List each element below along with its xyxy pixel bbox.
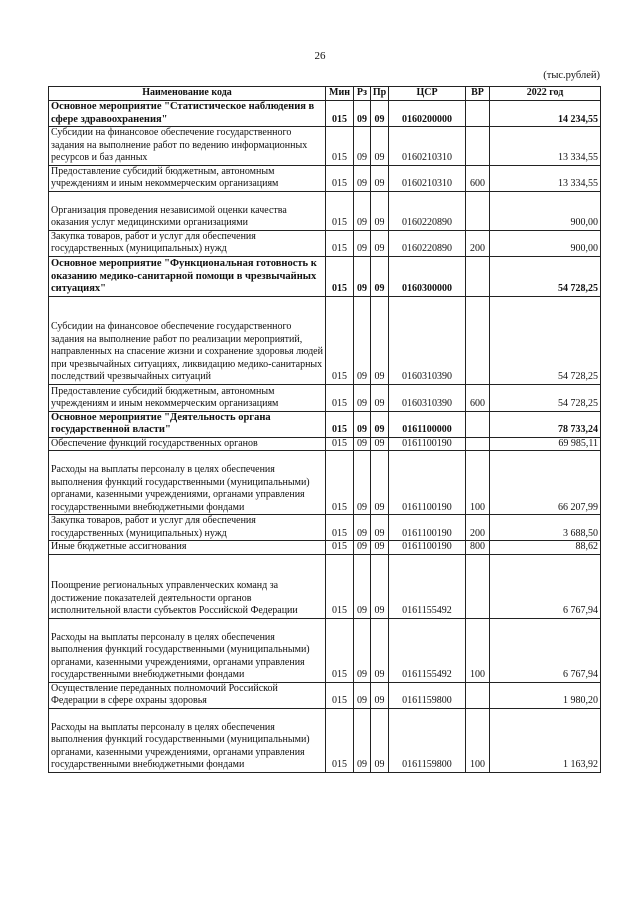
row-pr: 09 xyxy=(371,515,389,541)
row-amount: 66 207,99 xyxy=(490,451,601,515)
table-row xyxy=(49,256,601,296)
row-rz: 09 xyxy=(354,296,371,384)
header-pr: Пр xyxy=(371,87,389,101)
row-name: Расходы на выплаты персоналу в целях обеспечения выполнения функций государственными (муниципальными) органами, казенными учреждениями, органами управления государственными внебюджетными фондами xyxy=(49,451,326,515)
row-min: 015 xyxy=(326,101,354,127)
row-csr: 0161159800 xyxy=(389,708,466,772)
row-amount: 3 688,50 xyxy=(490,515,601,541)
row-rz: 09 xyxy=(354,230,371,256)
row-min: 015 xyxy=(326,296,354,384)
row-vr: 200 xyxy=(466,230,490,256)
row-min: 015 xyxy=(326,554,354,618)
row-vr xyxy=(466,256,490,296)
table-row xyxy=(49,165,601,191)
row-csr: 0160220890 xyxy=(389,230,466,256)
row-rz: 09 xyxy=(354,708,371,772)
row-amount: 78 733,24 xyxy=(490,411,601,437)
table-row xyxy=(49,451,601,515)
row-csr: 0160300000 xyxy=(389,256,466,296)
row-csr: 0161100190 xyxy=(389,451,466,515)
row-name: Расходы на выплаты персоналу в целях обеспечения выполнения функций государственными (муниципальными) органами, казенными учреждениями, органами управления государственными внебюджетными фондами xyxy=(49,708,326,772)
row-amount: 1 163,92 xyxy=(490,708,601,772)
table-row xyxy=(49,682,601,708)
row-csr: 0160210310 xyxy=(389,165,466,191)
row-csr: 0160310390 xyxy=(389,384,466,411)
row-rz: 09 xyxy=(354,411,371,437)
row-min: 015 xyxy=(326,682,354,708)
row-vr: 600 xyxy=(466,384,490,411)
row-min: 015 xyxy=(326,256,354,296)
row-min: 015 xyxy=(326,191,354,230)
table-row xyxy=(49,554,601,618)
row-vr xyxy=(466,191,490,230)
table-row xyxy=(49,384,601,411)
row-vr: 100 xyxy=(466,451,490,515)
table-row xyxy=(49,191,601,230)
row-csr: 0160200000 xyxy=(389,101,466,127)
row-name: Организация проведения независимой оценки качества оказания услуг медицинскими организациями xyxy=(49,191,326,230)
row-vr xyxy=(466,296,490,384)
table-row xyxy=(49,101,601,127)
row-csr: 0161100000 xyxy=(389,411,466,437)
row-amount: 900,00 xyxy=(490,230,601,256)
row-rz: 09 xyxy=(354,101,371,127)
header-rz: Рз xyxy=(354,87,371,101)
row-pr: 09 xyxy=(371,256,389,296)
row-pr: 09 xyxy=(371,384,389,411)
row-pr: 09 xyxy=(371,708,389,772)
row-csr: 0161100190 xyxy=(389,437,466,451)
row-name: Поощрение региональных управленческих команд за достижение показателей деятельности органов исполнительной власти субъектов Российской Федерации xyxy=(49,554,326,618)
row-pr: 09 xyxy=(371,191,389,230)
row-csr: 0161159800 xyxy=(389,682,466,708)
row-csr: 0160210310 xyxy=(389,127,466,166)
row-rz: 09 xyxy=(354,541,371,555)
row-min: 015 xyxy=(326,541,354,555)
row-pr: 09 xyxy=(371,165,389,191)
row-pr: 09 xyxy=(371,296,389,384)
row-amount: 6 767,94 xyxy=(490,618,601,682)
row-rz: 09 xyxy=(354,127,371,166)
row-name: Субсидии на финансовое обеспечение государственного задания на выполнение работ по ведению информационных ресурсов и баз данных xyxy=(49,127,326,166)
row-min: 015 xyxy=(326,230,354,256)
row-amount: 14 234,55 xyxy=(490,101,601,127)
row-min: 015 xyxy=(326,708,354,772)
row-pr: 09 xyxy=(371,554,389,618)
row-csr: 0161100190 xyxy=(389,541,466,555)
row-pr: 09 xyxy=(371,101,389,127)
row-amount: 54 728,25 xyxy=(490,384,601,411)
row-pr: 09 xyxy=(371,230,389,256)
row-pr: 09 xyxy=(371,451,389,515)
row-min: 015 xyxy=(326,451,354,515)
row-name: Расходы на выплаты персоналу в целях обеспечения выполнения функций государственными (муниципальными) органами, казенными учреждениями, органами управления государственными внебюджетными фондами xyxy=(49,618,326,682)
row-vr: 200 xyxy=(466,515,490,541)
row-vr xyxy=(466,437,490,451)
row-name: Основное мероприятие "Функциональная готовность к оказанию медико-санитарной помощи в чрезвычайных ситуациях" xyxy=(49,256,326,296)
row-vr xyxy=(466,554,490,618)
row-rz: 09 xyxy=(354,256,371,296)
row-name: Обеспечение функций государственных органов xyxy=(49,437,326,451)
row-min: 015 xyxy=(326,165,354,191)
row-csr: 0161100190 xyxy=(389,515,466,541)
row-rz: 09 xyxy=(354,384,371,411)
row-pr: 09 xyxy=(371,682,389,708)
header-vr: ВР xyxy=(466,87,490,101)
table-row xyxy=(49,708,601,772)
row-amount: 88,62 xyxy=(490,541,601,555)
table-header-row xyxy=(49,87,601,101)
row-min: 015 xyxy=(326,515,354,541)
table-row xyxy=(49,541,601,555)
row-name: Закупка товаров, работ и услуг для обеспечения государственных (муниципальных) нужд xyxy=(49,230,326,256)
row-pr: 09 xyxy=(371,618,389,682)
row-name: Иные бюджетные ассигнования xyxy=(49,541,326,555)
table-row xyxy=(49,296,601,384)
row-amount: 69 985,11 xyxy=(490,437,601,451)
row-rz: 09 xyxy=(354,554,371,618)
table-row xyxy=(49,127,601,166)
header-min: Мин xyxy=(326,87,354,101)
header-csr: ЦСР xyxy=(389,87,466,101)
row-rz: 09 xyxy=(354,437,371,451)
budget-table xyxy=(48,86,601,773)
row-name: Основное мероприятие "Статистическое наблюдения в сфере здравоохранения" xyxy=(49,101,326,127)
row-vr xyxy=(466,101,490,127)
row-min: 015 xyxy=(326,384,354,411)
row-amount: 13 334,55 xyxy=(490,127,601,166)
row-amount: 1 980,20 xyxy=(490,682,601,708)
row-rz: 09 xyxy=(354,165,371,191)
row-csr: 0161155492 xyxy=(389,554,466,618)
row-rz: 09 xyxy=(354,682,371,708)
row-name: Осуществление переданных полномочий Российской Федерации в сфере охраны здоровья xyxy=(49,682,326,708)
row-csr: 0160310390 xyxy=(389,296,466,384)
header-year: 2022 год xyxy=(490,87,601,101)
row-pr: 09 xyxy=(371,127,389,166)
table-row xyxy=(49,437,601,451)
table-row xyxy=(49,515,601,541)
units-label: (тыс.рублей) xyxy=(543,70,600,81)
row-vr: 100 xyxy=(466,618,490,682)
row-name: Закупка товаров, работ и услуг для обеспечения государственных (муниципальных) нужд xyxy=(49,515,326,541)
row-name: Предоставление субсидий бюджетным, автономным учреждениям и иным некоммерческим организациям xyxy=(49,165,326,191)
row-min: 015 xyxy=(326,437,354,451)
row-name: Предоставление субсидий бюджетным, автономным учреждениям и иным некоммерческим организациям xyxy=(49,384,326,411)
row-vr: 800 xyxy=(466,541,490,555)
row-min: 015 xyxy=(326,618,354,682)
page-number: 26 xyxy=(314,50,326,62)
row-rz: 09 xyxy=(354,618,371,682)
row-vr: 100 xyxy=(466,708,490,772)
row-pr: 09 xyxy=(371,541,389,555)
row-vr: 600 xyxy=(466,165,490,191)
header-name: Наименование кода xyxy=(49,87,326,101)
row-rz: 09 xyxy=(354,451,371,515)
table-row xyxy=(49,618,601,682)
row-name: Субсидии на финансовое обеспечение государственного задания на выполнение работ по реализации мероприятий, направленных на спасение жизни и сохранение здоровья людей при чрезвычайных ситуациях, ликвидацию медико-санитарных последствий чрезвычайных ситуаций xyxy=(49,296,326,384)
row-amount: 900,00 xyxy=(490,191,601,230)
row-min: 015 xyxy=(326,411,354,437)
row-amount: 54 728,25 xyxy=(490,256,601,296)
row-pr: 09 xyxy=(371,411,389,437)
row-rz: 09 xyxy=(354,515,371,541)
row-name: Основное мероприятие "Деятельность органа государственной власти" xyxy=(49,411,326,437)
row-min: 015 xyxy=(326,127,354,166)
row-vr xyxy=(466,411,490,437)
row-vr xyxy=(466,127,490,166)
table-row xyxy=(49,230,601,256)
row-vr xyxy=(466,682,490,708)
row-csr: 0161155492 xyxy=(389,618,466,682)
row-amount: 6 767,94 xyxy=(490,554,601,618)
row-csr: 0160220890 xyxy=(389,191,466,230)
row-amount: 54 728,25 xyxy=(490,296,601,384)
row-pr: 09 xyxy=(371,437,389,451)
table-row xyxy=(49,411,601,437)
row-rz: 09 xyxy=(354,191,371,230)
row-amount: 13 334,55 xyxy=(490,165,601,191)
